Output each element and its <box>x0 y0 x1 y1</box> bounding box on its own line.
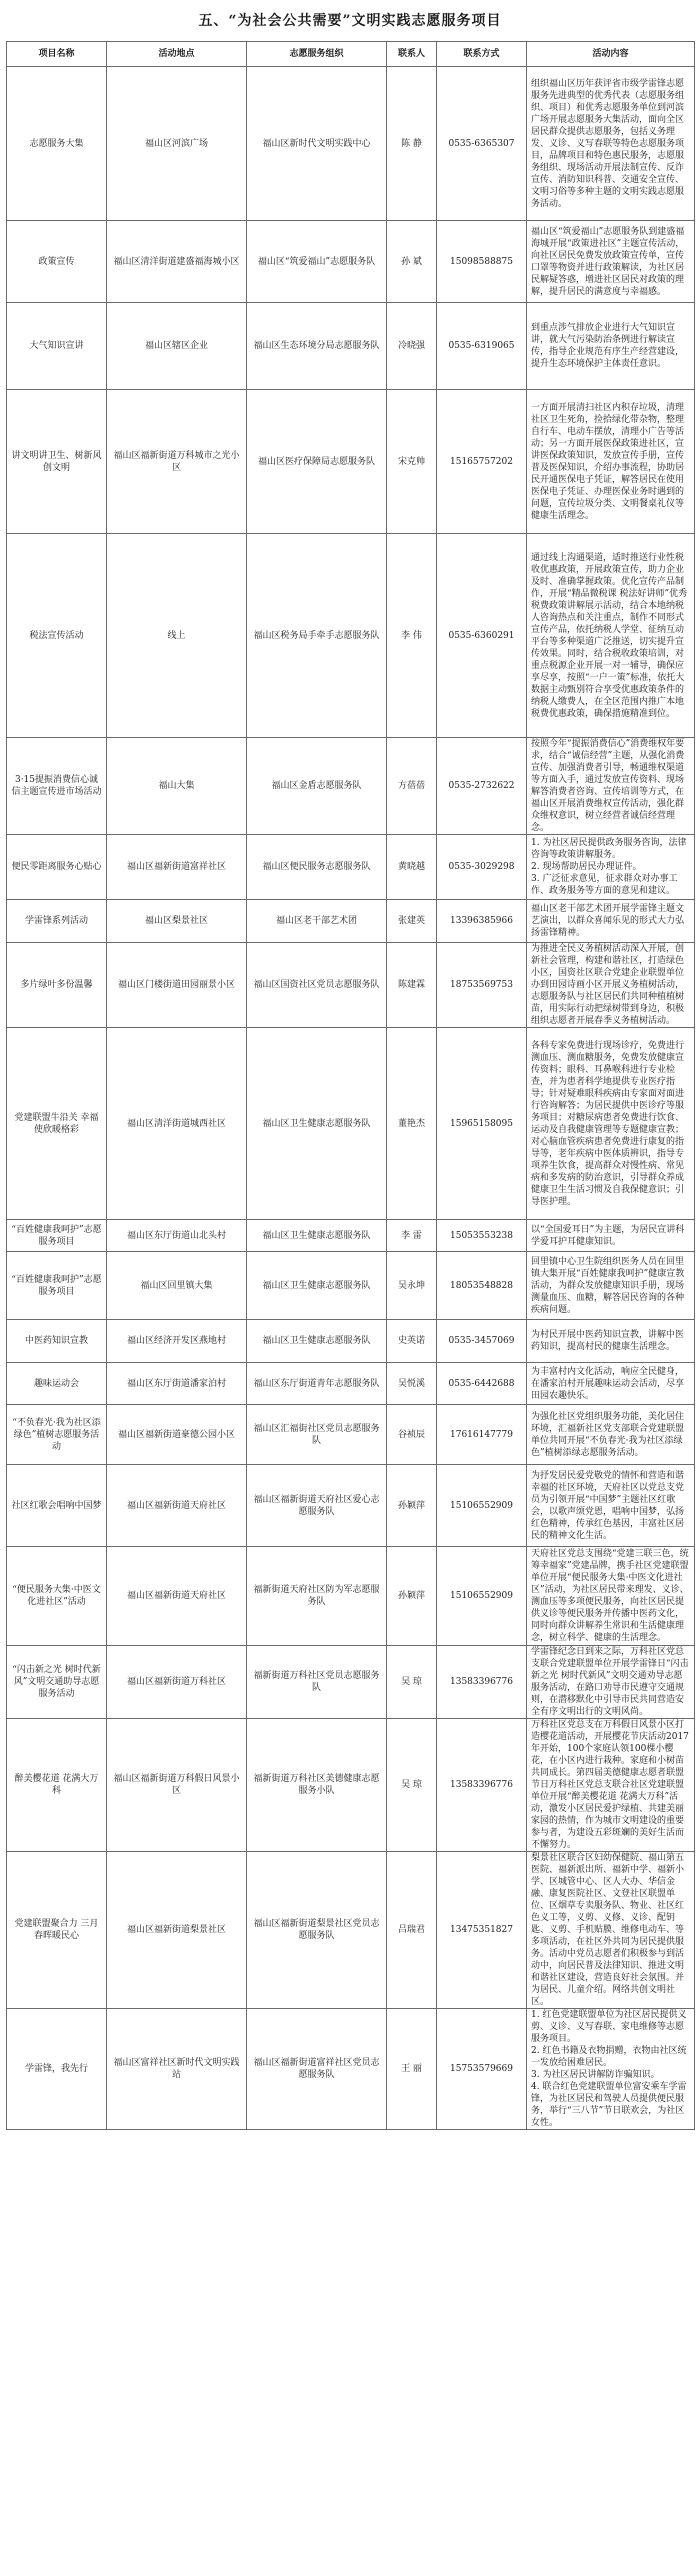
contact-person-cell: 方蓓蓓 <box>387 738 437 835</box>
header-phone: 联系方式 <box>437 42 527 67</box>
location-cell: 线上 <box>107 534 247 738</box>
organization-cell: 福山区汇福街社区党员志愿服务队 <box>247 1405 387 1465</box>
table-row <box>7 835 695 900</box>
table-row <box>7 1252 695 1320</box>
content-cell: 福山区老干部艺术团开展学雷锋主题文艺演出，以群众喜闻乐见的形式大力弘扬雷锋精神。 <box>527 900 695 943</box>
organization-cell: 福山区卫生健康志愿服务队 <box>247 1028 387 1220</box>
phone-cell: 0535-6442688 <box>437 1363 527 1405</box>
project-name-cell: 多片绿叶多份温馨 <box>7 943 107 1028</box>
project-name-cell: 大气知识宣讲 <box>7 303 107 390</box>
organization-cell: 福山区福新街道天府社区爱心志愿服务队 <box>247 1465 387 1547</box>
contact-person-cell: 孙 斌 <box>387 221 437 303</box>
phone-cell: 15165757202 <box>437 390 527 534</box>
project-name-cell: 便民零距离服务心贴心 <box>7 835 107 900</box>
table-row <box>7 303 695 390</box>
organization-cell: 福山区老干部艺术团 <box>247 900 387 943</box>
organization-cell: 福山区福新街道富祥社区党员志愿服务队 <box>247 2009 387 2130</box>
page-title: 五、“为社会公共需要”文明实践志愿服务项目 <box>198 13 502 29</box>
location-cell: 福山区东厅街道潘家泊村 <box>107 1363 247 1405</box>
contact-person-cell: 李 伟 <box>387 534 437 738</box>
location-cell: 福山区河滨广场 <box>107 67 247 221</box>
table-row <box>7 900 695 943</box>
content-cell: 为强化社区党组织服务功能，美化居住环境，汇福新社区党支部联合党建联盟单位共同开展“不负春光·我为社区添绿色”植树添绿志愿服务活动。 <box>527 1405 695 1465</box>
contact-person-cell: 董艳杰 <box>387 1028 437 1220</box>
contact-person-cell: 宋克帅 <box>387 390 437 534</box>
contact-person-cell: 冷晓强 <box>387 303 437 390</box>
phone-cell: 15098588875 <box>437 221 527 303</box>
location-cell: 福山区福新街道万科城市之光小区 <box>107 390 247 534</box>
table-row <box>7 1719 695 1852</box>
content-cell: 梨景社区联合区妇幼保健院、福山第五医院、福新派出所、福新中学、福新小学、区城管中心、区人大办、华信金融、康复医院社区、文登社区联盟单位、区烟草专卖服务队、物业、社区红色义工等，义剪、义修、义诊、配钥匙、义剪、手机贴膜、维修电动车、等多项活动，在社区外共同为居民提供服务。活动中党员志愿者们积极参与到活动中，向居民普及法律知识、推进文明和谐社区建设，营造良好社会氛围。并为居民、儿童介绍。网络共创文明社区。 <box>527 1852 695 2009</box>
location-cell: 福山区福新街道梨景社区 <box>107 1852 247 2009</box>
project-name-cell: 醉美樱花道 花满大万科 <box>7 1719 107 1852</box>
contact-person-cell: 吴永坤 <box>387 1252 437 1320</box>
project-name-cell: “便民服务大集·中医文化进社区”活动 <box>7 1547 107 1646</box>
table-row <box>7 390 695 534</box>
content-cell: 为村民开展中医药知识宣教，讲解中医药知识，提高村民的健康生活理念。 <box>527 1320 695 1363</box>
phone-cell: 15106552909 <box>437 1465 527 1547</box>
organization-cell: 福山区福新街道梨景社区党员志愿服务队 <box>247 1852 387 2009</box>
project-name-cell: 党建联盟聚合力 三月春晖暖民心 <box>7 1852 107 2009</box>
contact-person-cell: 谷祯辰 <box>387 1405 437 1465</box>
organization-cell: 福山区国资社区党员志愿服务队 <box>247 943 387 1028</box>
location-cell: 福山大集 <box>107 738 247 835</box>
location-cell: 福山区经济开发区燕地村 <box>107 1320 247 1363</box>
location-cell: 福山区福新街道万科假日风景小区 <box>107 1719 247 1852</box>
table-row <box>7 67 695 221</box>
phone-cell: 0535-3457069 <box>437 1320 527 1363</box>
phone-cell: 13396385966 <box>437 900 527 943</box>
content-cell: 为抒发居民爱党敬党的情怀和营造和谐幸福的社区环境，天府社区以党总支党员为引领开展“中国梦”主题社区红歌会，以歌声颂党恩，唱响中国梦，弘扬红色精神，传承红色基因，丰富社区居民的精神文化生活。 <box>527 1465 695 1547</box>
table-row <box>7 534 695 738</box>
table-row <box>7 1646 695 1719</box>
phone-cell: 17616147779 <box>437 1405 527 1465</box>
organization-cell: 福山区医疗保障局志愿服务队 <box>247 390 387 534</box>
project-name-cell: 学雷锋系列活动 <box>7 900 107 943</box>
project-name-cell: 税法宣传活动 <box>7 534 107 738</box>
header-organization: 志愿服务组织 <box>247 42 387 67</box>
content-cell: 组织福山区历年获评省市级学雷锋志愿服务先进典型的优秀代表（志愿服务组织、项目）和优秀志愿服务单位到河滨广场开展志愿服务大集活动，面向全区居民群众提供志愿服务，包括义务理发、义诊、义写春联等特色志愿服务项目，品牌项目和特色惠民服务，志愿服务组织、现场活动开展法制宣传、反诈宣传、消防知识科普、交通安全宣传、文明习俗等多种主题的文明实践志愿服务活动。 <box>527 67 695 221</box>
table-row <box>7 1465 695 1547</box>
contact-person-cell: 吴 琼 <box>387 1646 437 1719</box>
location-cell: 福山区福新街道富祥社区 <box>107 835 247 900</box>
project-name-cell: “不负春光·我为社区添绿色”植树志愿服务活动 <box>7 1405 107 1465</box>
content-cell: 各科专家免费进行现场诊疗，免费进行测血压、测血糖服务，免费发放健康宣传资料；眼科、耳鼻喉科进行专业检查，并为患者科学地提供专业医疗指导；针对疑难眼科疾病由专家面对面进行咨询解答；为居民提供中医诊疗等服务项目；对糖尿病患者免费进行饮食、运动及自我健康管理等专题健康宣教；对心脑血管疾病患者免费进行康复的指导等，老年疾病中医体质辨识，指导专项养生饮食，提高群众对慢性病、常见病和多发病的防治意识，引导群众养成健康卫生生活习惯及自我保健意识；引导医护理。 <box>527 1028 695 1220</box>
contact-person-cell: 孙颖萍 <box>387 1547 437 1646</box>
content-cell: 回里镇中心卫生院组织医务人员在回里镇大集开展“百姓健康我呵护”健康宣教活动，为群众发放健康知识手册，现场测量血压、血糖，解答居民咨询的各种疾病问题。 <box>527 1252 695 1320</box>
contact-person-cell: 吴 琼 <box>387 1719 437 1852</box>
header-location: 活动地点 <box>107 42 247 67</box>
content-cell: 以“全国爱耳日”为主题，为居民宣讲科学爱耳护耳健康知识。 <box>527 1220 695 1252</box>
phone-cell: 15053553238 <box>437 1220 527 1252</box>
phone-cell: 0535-3029298 <box>437 835 527 900</box>
organization-cell: 福新街道万科社区党员志愿服务队 <box>247 1646 387 1719</box>
phone-cell: 0535-2732622 <box>437 738 527 835</box>
location-cell: 福山区清洋街道建盛福海城小区 <box>107 221 247 303</box>
table-header-row <box>7 42 695 67</box>
location-cell: 福山区清洋街道城西社区 <box>107 1028 247 1220</box>
project-name-cell: 社区红歌会唱响中国梦 <box>7 1465 107 1547</box>
organization-cell: 福山区卫生健康志愿服务队 <box>247 1252 387 1320</box>
content-cell: 1. 红色党建联盟单位为社区居民提供义剪、义诊、义写春联、家电维修等志愿服务项目。 2. 红色书籍及衣物捐赠，衣物由社区统一发放给困难居民。 3. 为社区居民讲解防诈骗知识。 4. 联合红色党建联盟单位富安乘车学雷锋，为社区居民和驾驶人员提供便民服务，举行“三八节”节日联欢会，为社区女性。 <box>527 2009 695 2130</box>
organization-cell: 福山区金盾志愿服务队 <box>247 738 387 835</box>
project-name-cell: 讲文明讲卫生、树新风创文明 <box>7 390 107 534</box>
location-cell: 福山区回里镇大集 <box>107 1252 247 1320</box>
content-cell: 天府社区党总支围绕“党建三联三色，统筹幸福家”党建品牌，携手社区党建联盟单位开展“便民服务大集·中医文化进社区”活动，为社区居民带来理发、义诊、测血压等多项便民服务，向社区居民提供义诊等便民服务并传播中医药文化，同时向群众讲解养生常识和生活健康理念，树立科学、健康的生活理念。 <box>527 1547 695 1646</box>
content-cell: 1. 为社区居民提供政务服务咨询，法律咨询等政策讲解服务。 2. 现场帮助居民办理证件。 3. 广泛征求意见，征求群众对办事工作、政务服务等方面的意见和建议。 <box>527 835 695 900</box>
location-cell: 福山区福新街道天府社区 <box>107 1547 247 1646</box>
phone-cell: 0535-6319065 <box>437 303 527 390</box>
phone-cell: 0535-6365307 <box>437 67 527 221</box>
project-name-cell: 学雷锋，我先行 <box>7 2009 107 2130</box>
header-project-name: 项目名称 <box>7 42 107 67</box>
phone-cell: 13475351827 <box>437 1852 527 2009</box>
organization-cell: 福山区“筑爱福山”志愿服务队 <box>247 221 387 303</box>
location-cell: 福山区梨景社区 <box>107 900 247 943</box>
contact-person-cell: 陈建霖 <box>387 943 437 1028</box>
contact-person-cell: 陈 静 <box>387 67 437 221</box>
content-cell: 按照今年“提振消费信心”消费维权年要求，结合“诚信经营”主题，从强化消费宣传、加强消费者引导，畅通维权渠道等方面入手，通过发放宣传资料、现场解答消费者咨询、宣传培训等方式，在福山区开展消费维权宣传活动，强化群众维权意识，树立经营者诚信经营理念。 <box>527 738 695 835</box>
phone-cell: 0535-6360291 <box>437 534 527 738</box>
phone-cell: 18753569753 <box>437 943 527 1028</box>
location-cell: 福山区东厅街道山北头村 <box>107 1220 247 1252</box>
project-name-cell: 政策宣传 <box>7 221 107 303</box>
table-row <box>7 2009 695 2130</box>
contact-person-cell: 吴悦溪 <box>387 1363 437 1405</box>
table-row <box>7 1363 695 1405</box>
table-row <box>7 1547 695 1646</box>
contact-person-cell: 史英诺 <box>387 1320 437 1363</box>
contact-person-cell: 李 雷 <box>387 1220 437 1252</box>
contact-person-cell: 王 丽 <box>387 2009 437 2130</box>
project-table <box>6 41 695 2130</box>
organization-cell: 福山区便民服务志愿服务队 <box>247 835 387 900</box>
project-name-cell: 中医药知识宣教 <box>7 1320 107 1363</box>
contact-person-cell: 黄晓越 <box>387 835 437 900</box>
contact-person-cell: 吕瑞君 <box>387 1852 437 2009</box>
header-contact: 联系人 <box>387 42 437 67</box>
project-name-cell: “闪击新之光 树时代新风”文明交通助导志愿服务活动 <box>7 1646 107 1719</box>
phone-cell: 15965158095 <box>437 1028 527 1220</box>
organization-cell: 福新街道天府社区防为军志愿服务队 <box>247 1547 387 1646</box>
content-cell: 通过线上沟通渠道，适时推送行业性税收优惠政策，开展政策宣传，助力企业及时、准确掌握政策。优化宣传产品制作，开展“精品微税课 税法好讲师”优秀税费政策讲解展示活动，结合本地纳税人咨询热点和关注重点，制作不同形式宣传产品，依托纳税人学堂、征纳互动平台等多种渠道广泛推送，切实提升宣传效果。同时，结合税收政策培训，对重点税源企业开展一对一辅导，确保应享尽享，按照“一户一策”标准，依托大数据主动甄别符合享受优惠政策条件的纳税人缴费人，在全区范围内推广本地税费优惠政策，确保措施精准到位。 <box>527 534 695 738</box>
table-row <box>7 1405 695 1465</box>
header-content: 活动内容 <box>527 42 695 67</box>
content-cell: 为推进全民义务植树活动深入开展，创新社会管理，构建和谐社区，打造绿色小区，国资社区联合党建企业联盟单位办到田园诗画小区开展义务植树活动，志愿服务队与社区居民们共同种植植树苗，用实际行动把绿树带到身边，积极组织志愿者开展春季义务植树活动。 <box>527 943 695 1028</box>
project-name-cell: 3·15提振消费信心诚信主题宣传进市场活动 <box>7 738 107 835</box>
organization-cell: 福山区税务局手牵手志愿服务队 <box>247 534 387 738</box>
content-cell: 为丰富村内文化活动，响应全民健身，在潘家泊村开展趣味运动会活动，尽享田园农趣快乐。 <box>527 1363 695 1405</box>
table-row <box>7 943 695 1028</box>
phone-cell: 18053548828 <box>437 1252 527 1320</box>
content-cell: 学雷锋纪念日到来之际，万科社区党总支联合党建联盟单位开展学雷锋日“闪击新之光 树时代新风”文明交通劝导志愿服务活动，在路口劝导市民遵守交通规则，在潜移默化中引导市民共同营造安全有序文明出行的文明风尚。 <box>527 1646 695 1719</box>
phone-cell: 15106552909 <box>437 1547 527 1646</box>
phone-cell: 15753579669 <box>437 2009 527 2130</box>
location-cell: 福山区福新街道万科社区 <box>107 1646 247 1719</box>
project-name-cell: 趣味运动会 <box>7 1363 107 1405</box>
table-row <box>7 1320 695 1363</box>
contact-person-cell: 孙颖萍 <box>387 1465 437 1547</box>
phone-cell: 13583396776 <box>437 1646 527 1719</box>
organization-cell: 福新街道万科社区美德健康志愿服务小队 <box>247 1719 387 1852</box>
location-cell: 福山区辖区企业 <box>107 303 247 390</box>
organization-cell: 福山区东厅街道青年志愿服务队 <box>247 1363 387 1405</box>
phone-cell: 13583396776 <box>437 1719 527 1852</box>
project-name-cell: 党建联盟牛沿关 幸福使欣暖格彩 <box>7 1028 107 1220</box>
table-row <box>7 1028 695 1220</box>
location-cell: 福山区门楼街道田园丽景小区 <box>107 943 247 1028</box>
project-name-cell: “百姓健康我呵护”志愿服务项目 <box>7 1220 107 1252</box>
location-cell: 福山区福新街道天府社区 <box>107 1465 247 1547</box>
organization-cell: 福山区卫生健康志愿服务队 <box>247 1320 387 1363</box>
table-body <box>7 67 695 2130</box>
project-name-cell: 志愿服务大集 <box>7 67 107 221</box>
contact-person-cell: 张建英 <box>387 900 437 943</box>
project-name-cell: “百姓健康我呵护”志愿服务项目 <box>7 1252 107 1320</box>
organization-cell: 福山区新时代文明实践中心 <box>247 67 387 221</box>
location-cell: 福山区富祥社区新时代文明实践站 <box>107 2009 247 2130</box>
table-row <box>7 221 695 303</box>
content-cell: 一方面开展清扫社区内积存垃圾，清理社区卫生死角，捡拾绿化带杂物，整理自行车、电动车摆放，清理小广告等活动；另一方面开展医保政策进社区，宣讲医保政策知识，发放宣传手册，宣传普及医保知识，介绍办事流程，协助居民开通医保电子凭证，解答居民在使用医保电子凭证、办理医保业务时遇到的问题，宣传垃圾分类、文明餐桌礼仪等健康生活理念。 <box>527 390 695 534</box>
location-cell: 福山区福新街道豪德公园小区 <box>107 1405 247 1465</box>
content-cell: 到重点涉气排放企业进行大气知识宣讲，就大气污染防治条例进行解读宣传，指导企业规范有序生产经营建设，提升生态环境保护主体责任意识。 <box>527 303 695 390</box>
table-row <box>7 738 695 835</box>
content-cell: 万科社区党总支在万科假日风景小区打造樱花道活动，开展樱花节庆活动2017年开始，100个家庭认领100棵小樱花，在小区内进行栽种。家庭和小树苗共同成长。第四届美德健康志愿者联盟节日万科社区党总支联合社区党建联盟单位开展“醉美樱花道 花满大万科”活动，激发小区居民爱护绿植、共建美丽家园的热情，作为城市文明建设的重要参与者，为建设五彩斑斓的美好生活而不懈努力。 <box>527 1719 695 1852</box>
table-row <box>7 1852 695 2009</box>
table-row <box>7 1220 695 1252</box>
organization-cell: 福山区生态环境分局志愿服务队 <box>247 303 387 390</box>
content-cell: 福山区“筑爱福山”志愿服务队到建盛福海城开展“政策进社区”主题宣传活动，向社区居民免费发放政策宣传单，宣传口罩等物资并进行政策解读，为社区居民解疑答惑，增进社区居民对政策的理解，提升居民的满意度与幸福感。 <box>527 221 695 303</box>
organization-cell: 福山区卫生健康志愿服务队 <box>247 1220 387 1252</box>
